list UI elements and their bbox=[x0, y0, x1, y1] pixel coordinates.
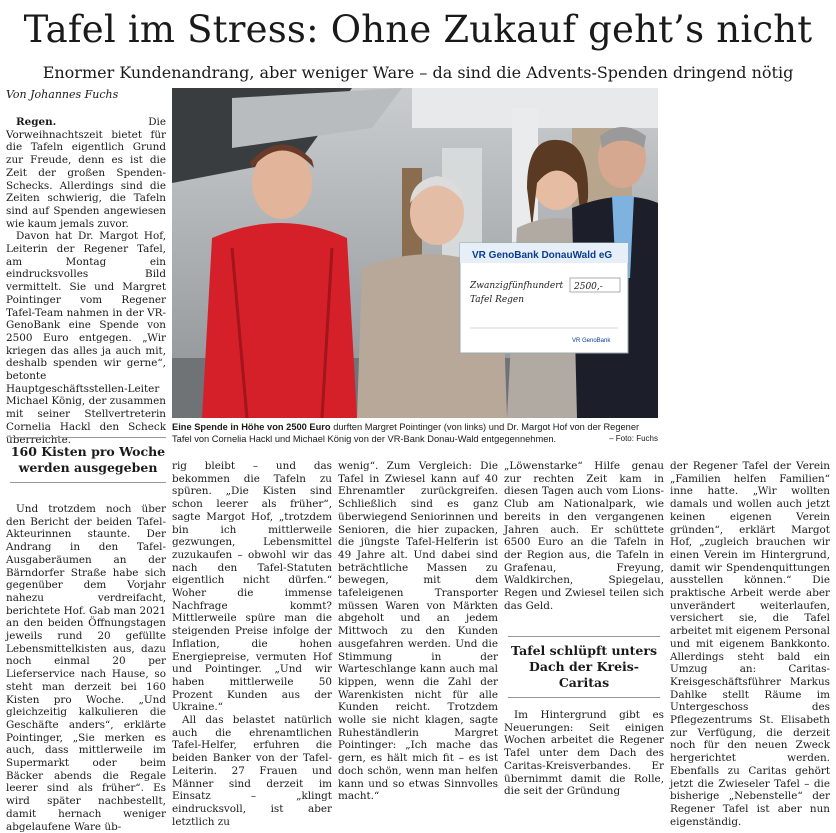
subhead-1: 160 Kisten pro Woche werden ausgegeben bbox=[10, 437, 166, 483]
column-1-paragraph: Und trotzdem noch über den Bericht der beiden Tafel-Akteurinnen staunte. Der Andrang in den Tafel-Ausgaberäumen an der Bärndorfer Straße habe sich gegenüber dem Vorjahr nahezu verdreifacht, berichtete Hof. Gab man 2021 an den beiden Öffnungstagen jeweils rund 20 gefüllte Lebensmittelkisten aus, dazu noch einmal 20 per Lieferservice nach Hause, so steht man derzeit bei 160 Kisten pro Woche. „Und gleichzeitig kalkulieren die Geschäfte anders“, erklärte Pointinger, „Sie merken es auch, dass mittlerweile im Supermarkt oder beim Bäcker abends die Regale leerer sind als früher“. Es wird später nachbestellt, damit hernach weniger abgelaufene Ware üb- bbox=[6, 503, 166, 833]
caption-text: durften Margret Pointinger (von links) und Dr. Margot Hof von der Regener Tafel von Cornelia Hackl und Michael König von der VR-Bank Donau-Wald entgegennehmen. bbox=[172, 422, 640, 444]
cheque-signature: VR GenoBank bbox=[572, 338, 611, 344]
column-3-paragraph: wenig“. Zum Vergleich: Die Tafel in Zwiesel kann auf 40 Ehrenamtler zurückgreifen. Schließlich sind es ganz überwiegend Seniorinnen und Senioren, die hier zupacken, die jüngste Tafel-Helferin ist 49 Jahre alt. Und dabei sind beträchtliche Massen zu bewegen, mit dem tafeleigenen Transporter müssen Waren von Märkten abgeholt und an jedem Mittwoch zu den Kunden ausgefahren werden. Und die Stimmung in der Warteschlange kann auch mal kippen, wenn die Zahl der Warenkisten nicht für alle Kunden reicht. Trotzdem wolle sie nicht klagen, sagte Ruheständlerin Margret Pointinger: „Ich mache das gern, es hält mich fit – es ist doch schön, wenn man helfen kann und so etwas Sinnvolles macht.“ bbox=[338, 460, 498, 803]
lead-dateline: Regen. bbox=[16, 116, 57, 128]
column-2-paragraph-2: All das belastet natürlich auch die ehrenamtlichen Tafel-Helfer, erfuhren die beiden Banker von der Tafel-Leiterin. 27 Frauen und Männer sind derzeit im Einsatz – „klingt eindrucksvoll, ist aber letztlich zu bbox=[172, 714, 332, 828]
photo-credit: – Foto: Fuchs bbox=[609, 434, 658, 443]
subheadline: Enormer Kundenandrang, aber weniger Ware – da sind die Advents-Spenden dringend nötig bbox=[42, 63, 794, 82]
column-4-top bbox=[504, 460, 664, 612]
cheque-bank-name: VR GenoBank DonauWald eG bbox=[472, 250, 613, 261]
cheque-payee: Zwanzigfünfhundert bbox=[470, 281, 564, 291]
column-2 bbox=[172, 460, 332, 828]
column-3 bbox=[338, 460, 498, 803]
cheque bbox=[460, 243, 628, 353]
caption-bold: Eine Spende in Höhe von 2500 Euro bbox=[172, 422, 331, 432]
lead-paragraph-2: Davon hat Dr. Margot Hof, Leiterin der Regener Tafel, am Montag ein eindrucksvolles Bild vermittelt. Sie und Margret Pointinger vom Regener Tafel-Team nahmen in der VR-GenoBank eine Spende von 2500 Euro entgegen. „Wir kriegen das alles ja auch mit, deshalb spenden wir gerne“, betonte Hauptgeschäftsstellen-Leiter Michael König, der zusammen mit seiner Stellvertreterin Cornelia Hackl den Scheck überreichte. bbox=[6, 230, 166, 446]
column-2-paragraph-1: rig bleibt – und das bekommen die Tafeln zu spüren. „Die Kisten sind schon leerer als früher“, sagte Margot Hof, „trotzdem bin ich mittlerweile gezwungen, Lebensmittel zuzukaufen – obwohl wir das nach den Tafel-Statuten eigentlich nicht dürfen.“ Woher die immense Nachfrage kommt? Mittlerweile spüre man die steigenden Preise infolge der Inflation, die hohen Energiepreise, vermuten Hof und Pointinger. „Und wir haben mittlerweile 50 Prozent Kunden aus der Ukraine.“ bbox=[172, 460, 332, 714]
column-5-paragraph: der Regener Tafel der Verein „Familien helfen Familien“ inne hatte. „Wir wollten damals und wollen auch jetzt keinen eigenen Verein gründen“, erklärt Margot Hof, „zugleich brauchen wir einen Verein im Hintergrund, damit wir Spendenquittungen ausstellen können.“ Die praktische Arbeit werde aber unverändert weiterlaufen, versichert sie, die Tafel arbeitet mit eigenem Personal und mit eigenem Bankkonto. Allerdings steht bald ein Umzug an: Caritas-Kreisgeschäftsführer Markus Dahlke stellt Räume im Untergeschoss des Pflegezentrums St. Elisabeth zur Verfügung, die derzeit noch für den neuen Zweck hergerichtet werden. Ebenfalls zu Caritas gehört jetzt die Zwieseler Tafel – die bisherige „Nebenstelle“ der Regener Tafel ist aber nun eigenständig. bbox=[670, 460, 830, 828]
subhead-2: Tafel schlüpft unters Dach der Kreis-Caritas bbox=[508, 636, 660, 698]
column-4-paragraph-2: Im Hintergrund gibt es Neuerungen: Seit einigen Wochen arbeitet die Regener Tafel unter dem Dach des Caritas-Kreisverbandes. Er übernimmt damit die Rolle, die seit der Gründung bbox=[504, 709, 664, 798]
photo-caption bbox=[172, 421, 658, 445]
byline: Von Johannes Fuchs bbox=[6, 88, 119, 101]
lead-paragraph-1: Regen. Die Vorweihnachtszeit bietet für die Tafeln eigentlich Grund zur Freude, denn es ist die Zeit der großen Spenden-Schecks. Allerdings sind die Zeiten schwierig, die Tafeln sind auf Spenden angewiesen wie kaum jemals zuvor. bbox=[6, 116, 166, 230]
cheque-amount: 2500,- bbox=[574, 282, 603, 292]
column-4-paragraph-1: „Löwenstarke“ Hilfe genau zur rechten Zeit kam in diesen Tagen auch vom Lions-Club am Nationalpark, wie bereits in den vergangenen Jahren auch. Er schüttete 6500 Euro an die Tafeln in der Region aus, die Tafeln in Grafenau, Freyung, Waldkirchen, Spiegelau, Regen und Zwiesel teilen sich das Geld. bbox=[504, 460, 664, 612]
lead-column bbox=[6, 116, 166, 446]
photo-illustration bbox=[172, 88, 658, 418]
news-photo bbox=[172, 88, 658, 418]
column-4-bottom bbox=[504, 709, 664, 798]
headline: Tafel im Stress: Ohne Zukauf geht’s nicht bbox=[23, 8, 813, 51]
cheque-payee-line2: Tafel Regen bbox=[470, 295, 525, 305]
column-5 bbox=[670, 460, 830, 828]
column-1 bbox=[6, 503, 166, 833]
